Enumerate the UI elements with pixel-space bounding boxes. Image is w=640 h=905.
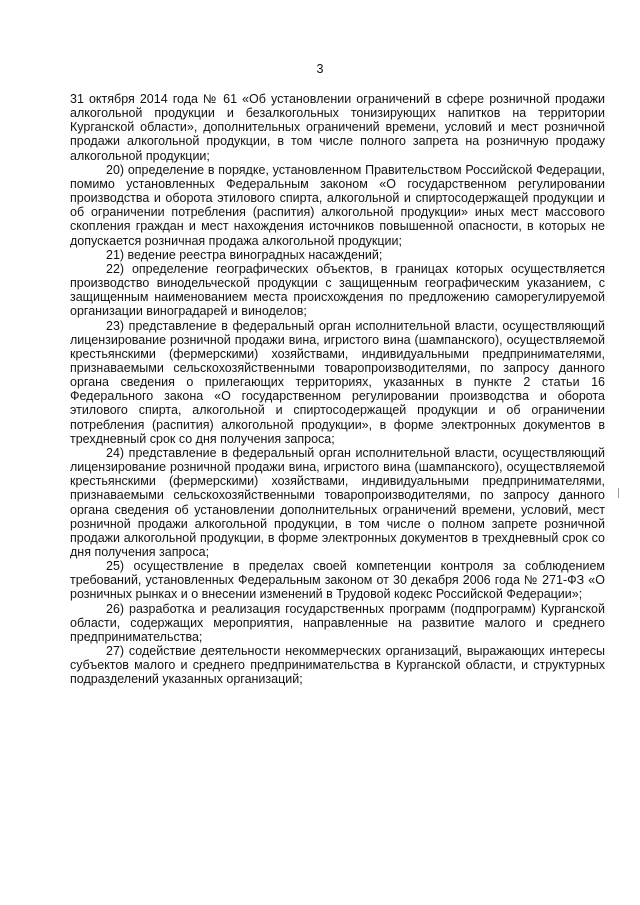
document-body: [70, 92, 605, 687]
paragraph-20: 20) определение в порядке, установленном Правительством Российской Федерации, помимо установленных Федеральным законом «О государственном регулировании производства и оборота этилового спирта, алкогольной и спиртосодержащей продукции и об ограничении потребления (распития) алкогольной продукции» иных мест массового скопления граждан и мест нахождения источников повышенной опасности, в которых не допускается розничная продажа алкогольной продукции;: [70, 162, 605, 248]
paragraph-27: 27) содействие деятельности некоммерческих организаций, выражающих интересы субъектов малого и среднего предпринимательства в Курганской области, и структурных подразделений указанных организаций;: [70, 644, 605, 687]
page-number: 3: [316, 62, 324, 76]
paragraph-22: 22) определение географических объектов, в границах которых осуществляется производство винодельческой продукции с защищенным географическим указанием, с защищенным наименованием места происхождения по предложению саморегулируемой организации виноградарей и виноделов;: [70, 261, 605, 319]
paragraph-19-continuation: 31 октября 2014 года № 61 «Об установлении ограничений в сфере розничной продажи алкогольной продукции и безалкогольных тонизирующих напитков на территории Курганской области», дополнительных ограничений времени, условий и мест розничной продажи алкогольной продукции, в том числе полного запрета на розничную продажу алкогольной продукции;: [70, 92, 605, 163]
paragraph-26: 26) разработка и реализация государственных программ (подпрограмм) Курганской области, содержащих мероприятия, направленные на развитие малого и среднего предпринимательства;: [70, 601, 605, 644]
paragraph-23: 23) представление в федеральный орган исполнительной власти, осуществляющий лицензирование розничной продажи вина, игристого вина (шампанского), осуществляемой крестьянскими (фермерскими) хозяйствами, индивидуальными предпринимателями, признаваемыми сельскохозяйственными товаропроизводителями, по запросу данного органа сведения о прилегающих территориях, указанных в пункте 2 статьи 16 Федерального закона «О государственном регулировании производства и оборота этилового спирта, алкогольной и спиртосодержащей продукции и об ограничении потребления (распития) алкогольной продукции», в форме электронных документов в трехдневный срок со дня получения запроса;: [70, 318, 605, 446]
paragraph-21: 21) ведение реестра виноградных насаждений;: [106, 247, 383, 262]
paragraph-24: 24) представление в федеральный орган исполнительной власти, осуществляющий лицензирование розничной продажи вина, игристого вина (шампанского), осуществляемой крестьянскими (фермерскими) хозяйствами, индивидуальными предпринимателями, признаваемыми сельскохозяйственными товаропроизводителями, по запросу данного органа сведения об установлении дополнительных ограничений времени, условий, мест розничной продажи алкогольной продукции, в том числе о полном запрете розничной продажи алкогольной продукции, в форме электронных документов в трехдневный срок со дня получения запроса;: [70, 445, 605, 559]
margin-scan-mark: [618, 488, 619, 498]
paragraph-25: 25) осуществление в пределах своей компетенции контроля за соблюдением требований, установленных Федеральным законом от 30 декабря 2006 года № 271-ФЗ «О розничных рынках и о внесении изменений в Трудовой кодекс Российской Федерации»;: [70, 559, 605, 602]
